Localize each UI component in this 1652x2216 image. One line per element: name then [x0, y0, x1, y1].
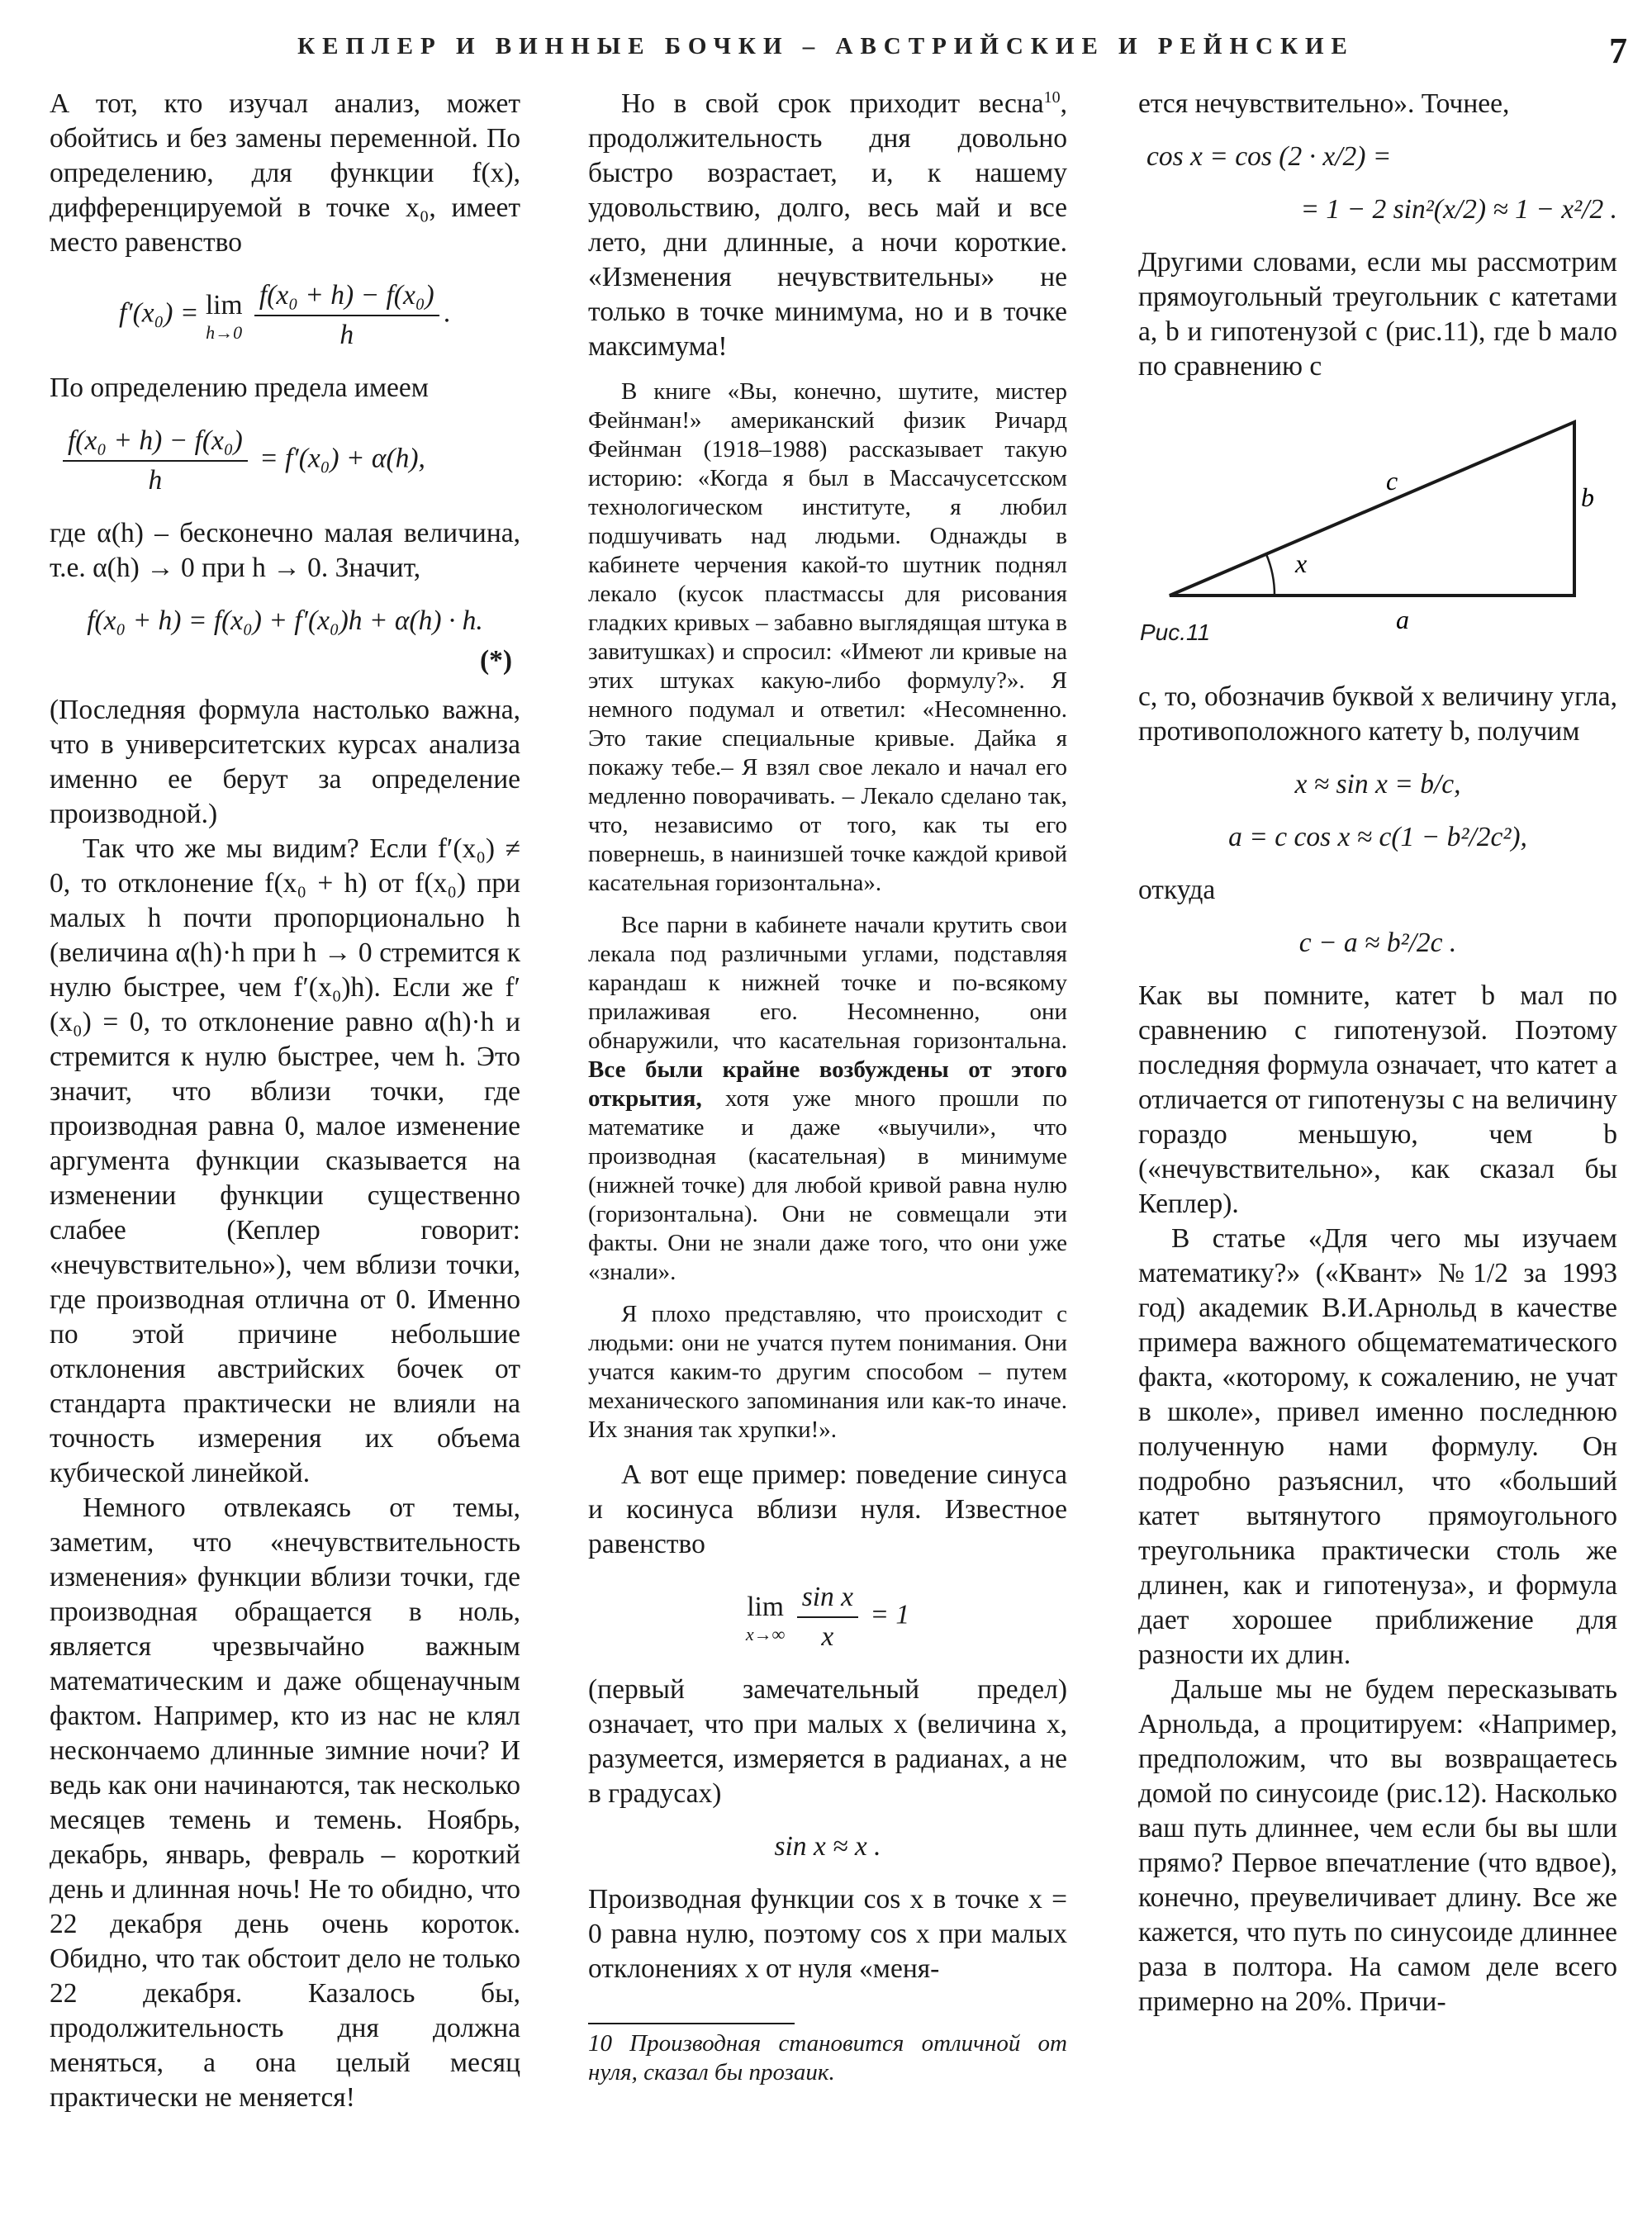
formula-star: f(x₀ + h) = f(x₀) + f′(x₀)h + α(h) · h.	[87, 605, 483, 636]
formula-rhs: = f′(x₀) + α(h),	[259, 443, 425, 474]
lim-subscript: x→∞	[745, 1624, 786, 1644]
paragraph: откуда	[1138, 875, 1216, 905]
formula-a-approx: a = c cos x ≈ c(1 − b²/2c²),	[1228, 822, 1527, 852]
limit-operator	[206, 288, 243, 343]
right-triangle-diagram	[1138, 399, 1617, 647]
numerator: f(x₀ + h) − f(x₀)	[63, 424, 248, 462]
paragraph: (первый замечательный предел) означает, что при малых x (величина x, разумеется, измеряется в радианах, а не в градусах)	[588, 1674, 1067, 1809]
formula-derivative-definition: f′(x₀) = lim h→0 $\frac{\text{f(x₀ + h) − f(x₀)}}{h}$ .	[50, 278, 520, 353]
fraction	[254, 278, 439, 353]
quote-paragraph: В книге «Вы, конечно, шутите, мистер Фейнман!» американский физик Ричард Фейнман (1918–1988) рассказывает такую историю: «Когда я был в Массачусетсском технологическом институте, я любил подшучивать над людьми. Однажды в кабинете черчения какой-то шутник поднял лекало (кусок пластмассы для рисования гладких кривых – забавно выглядящая штука в завитушках) и спросил: «Имеют ли кривые на этих штуках какую-либо формулу?». Я немного подумал и ответил: «Несомненно. Это такие специальные кривые. Дайка я покажу тебе.– Я взял свое лекало и начал его медленно поворачивать. – Лекало сделано так, что, независимо от того, как ты его повернешь, в наинизшей точке каждой кривой касательная горизонтальна».	[588, 378, 1067, 896]
denominator: x	[821, 1621, 834, 1652]
column-1	[50, 87, 520, 2115]
paragraph: Другими словами, если мы рассмотрим прямоугольный треугольник с катетами a, b и гипотенузой c (рис.11), где b мало по сравнению с	[1138, 247, 1617, 382]
page-number: 7	[1609, 31, 1627, 71]
label-c: c	[1386, 466, 1398, 496]
paragraph: c, то, обозначив буквой x величину угла, противоположного катету b, получим	[1138, 681, 1617, 747]
paragraph: Дальше мы не будем пересказывать Арнольда, а процитируем: «Например, предположим, что вы возвращаетесь домой по синусоиде (рис.12). Насколько ваш путь длиннее, чем если бы вы шли прямо? Первое впечатление (что вдвое), конечно, преувеличивает длину. Все же кажется, что путь по синусоиде длиннее раза в полтора. На самом деле всего примерно на 20%. Причи-	[1138, 1674, 1617, 2017]
footnote-divider	[588, 2023, 795, 2024]
running-head: КЕПЛЕР И ВИННЫЕ БОЧКИ – АВСТРИЙСКИЕ И РЕЙНСКИЕ	[297, 33, 1355, 59]
formula-rhs: (2 · x/2) =	[1279, 141, 1392, 172]
fraction	[797, 1580, 858, 1654]
formula-rhs: = 1	[870, 1599, 910, 1630]
label-x: x	[1295, 548, 1308, 578]
formula-lhs: f′(x₀) =	[119, 297, 206, 329]
paragraph: А вот еще пример: поведение синуса и косинуса вблизи нуля. Известное равенство	[588, 1459, 1067, 1559]
paragraph: Как вы помните, катет b мал по сравнению с гипотенузой. Поэтому последняя формула означает, что катет a отличается от гипотенузы c на величину гораздо меньшую, чем b («нечувствительно», как сказал бы Кеплер).	[1138, 980, 1617, 1219]
numerator: sin x	[797, 1580, 858, 1618]
paragraph: Немного отвлекаясь от темы, заметим, что «нечувствительность изменения» функции вблизи точки, где производная обращается в ноль, является чрезвычайно важным математическим и даже общенаучным фактом. Например, кто из нас не клял нескончаемо длинные зимние ночи? И ведь как они начинаются, так несколько месяцев темень и темень. Ноябрь, декабрь, январь, февраль – короткий день и длинная ночь! Не то обидно, что 22 декабря день очень короток. Обидно, что так обстоит дело не только 22 декабря. Казалось бы, продолжительность дня должна меняться, а она целый месяц практически не меняется!	[50, 1492, 520, 2113]
formula-cos-approx: = 1 − 2 sin²(x/2) ≈ 1 − x²/2 .	[1300, 194, 1617, 225]
formula-limit-expansion	[50, 424, 520, 498]
figure-11	[1138, 399, 1617, 671]
denominator: h	[148, 465, 163, 496]
text-span: Все парни в кабинете начали крутить свои лекала под различными углами, подставляя карандаш к нижней точке и по-всякому прилаживая его. Несомненно, они обнаружили, что касательная горизонтальна.	[588, 912, 1067, 1054]
paragraph: ется нечувствительно». Точнее,	[1138, 88, 1510, 119]
formula-first-remarkable-limit	[588, 1580, 1067, 1654]
lim-text: lim	[205, 290, 243, 320]
paragraph: где α(h) – бесконечно малая величина, т.е. α(h) → 0 при h → 0. Значит,	[50, 518, 520, 583]
formula-x-approx: x ≈ sin x = b/c,	[1294, 769, 1461, 800]
column-2	[588, 87, 1067, 2087]
paragraph: В статье «Для чего мы изучаем математику?» («Квант» №1/2 за 1993 год) академик В.И.Арнольд в качестве примера важного общематематического факта, «которому, к сожалению, не учат в школе», привел именно последнюю полученную нами формулу. Он подробно разъяснил, что «больший катет вытянутого прямоугольного треугольника практически столь же длинен, как и гипотенуза», и формула дает хорошее приближение для разности их длин.	[1138, 1223, 1617, 1670]
footnote-ref: 10	[1043, 88, 1061, 107]
text-span: Но в свой срок приходит весна	[621, 88, 1044, 119]
page-header	[0, 30, 1652, 71]
formula-tag: (*)	[479, 645, 512, 676]
lim-text: lim	[747, 1592, 784, 1622]
paragraph: А тот, кто изучал анализ, может обойтись и без замены переменной. По определению, для функции f(x), дифференцируемой в точке x₀, имеет место равенство	[50, 88, 520, 258]
quote-paragraph: Я плохо представляю, что происходит с людьми: они не учатся путем понимания. Они учатся каким-то другим способом – путем механического запоминания или как-то иначе. Их знания так хрупки!».	[588, 1301, 1067, 1443]
paragraph: По определению предела имеем	[50, 372, 429, 403]
fraction	[63, 424, 248, 498]
formula-c-minus-a: c − a ≈ b²/2c .	[1298, 928, 1457, 958]
paragraph: Так что же мы видим? Если f′(x₀) ≠ 0, то отклонение f(x₀ + h) от f(x₀) при малых h почти пропорционально h (величина α(h)·h при h → 0 стремится к нулю быстрее, чем f′(x₀)h). Если же f′(x₀) = 0, то отклонение равно α(h)·h и стремится к нулю быстрее, чем h. Это значит, что вблизи точки, где производная равна 0, малое изменение аргумента функции сказывается на изменении функции существенно слабее (Кеплер говорит: «нечувствительно»), чем вблизи точки, где производная отлична от 0. Именно по этой причине небольшие отклонения австрийских бочек от стандарта практически не влияли на точность измерения их объема кубической линейкой.	[50, 833, 520, 1488]
text-span: , продолжительность дня довольно быстро возрастает, и, к нашему удовольствию, долго, весь май и все лето, дни длинные, а ночи короткие. «Изменения нечувствительны» не только в точке минимума, но и в точке максимума!	[588, 88, 1067, 362]
label-b: b	[1581, 482, 1594, 512]
bold-text: Все были крайне возбуждены от этого открытия,	[588, 1056, 1067, 1112]
label-a: a	[1396, 605, 1409, 634]
formula-lhs: cos x = cos	[1146, 141, 1272, 172]
paragraph: Производная функции cos x в точке x = 0 равна нулю, поэтому cos x при малых отклонениях x от нуля «меня-	[588, 1884, 1067, 1984]
footnote: 10 Производная становится отличной от нуля, сказал бы прозаик.	[588, 2030, 1067, 2086]
formula-cos-double	[1138, 140, 1617, 174]
column-3	[1138, 87, 1617, 2019]
limit-operator	[746, 1590, 785, 1644]
numerator: f(x₀ + h) − f(x₀)	[254, 278, 439, 316]
paragraph: (Последняя формула настолько важна, что в университетских курсах анализа именно ее берут за определение производной.)	[50, 695, 520, 829]
quote-paragraph	[588, 911, 1067, 1287]
figure-caption: Рис.11	[1140, 619, 1211, 645]
triangle-shape	[1170, 422, 1574, 596]
formula-sin-approx: sin x ≈ x .	[774, 1831, 881, 1862]
denominator: h	[339, 320, 354, 350]
text-span: хотя уже много прошли по математике и даже «выучили», что производная (касательная) в минимуме (нижней точке) для любой кривой равна нулю (горизонтальна). Они не совмещали эти факты. Они не знали даже того, что они уже «знали».	[588, 1085, 1067, 1285]
angle-arc	[1266, 554, 1275, 596]
lim-subscript: h→0	[206, 322, 243, 343]
paragraph	[588, 87, 1067, 364]
